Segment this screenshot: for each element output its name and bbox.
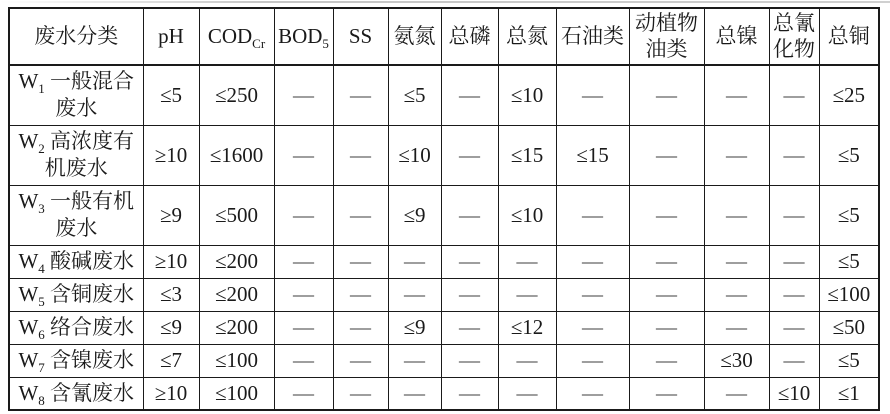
cell-W1-ph: ≤5 [143,65,199,125]
row-code-subscript: 5 [38,294,45,310]
cell-W1-zongdan: ≤10 [498,65,556,125]
table-row-W1 [9,65,879,125]
cell-W8-ss: — [333,377,388,410]
cell-W1-shiyou: — [556,65,629,125]
cell-W4-shiyou: — [556,245,629,278]
cell-W1-zongnie: — [704,65,769,125]
table-body [9,65,879,410]
column-header-fenlei: 废水分类 [9,8,143,65]
cell-W4-zongtong: ≤5 [819,245,879,278]
cell-W3-zonglin: — [441,185,498,245]
cell-W4-ph: ≥10 [143,245,199,278]
cell-W8-zongqing: ≤10 [769,377,819,410]
cell-W5-zongtong: ≤100 [819,278,879,311]
cell-W5-dzwyou: — [629,278,704,311]
cell-W5-cod: ≤200 [199,278,274,311]
table-header [9,8,879,65]
cell-W5-zongnie: — [704,278,769,311]
cell-W2-dzwyou: — [629,125,704,185]
cell-W7-zonglin: — [441,344,498,377]
cell-W1-dzwyou: — [629,65,704,125]
cell-W3-zongqing: — [769,185,819,245]
cell-W2-zongqing: — [769,125,819,185]
column-header-bod: $BOD_5$ [274,8,333,65]
cell-W5-ph: ≤3 [143,278,199,311]
wastewater-limits-table [8,7,880,411]
cell-W1-cod: ≤250 [199,65,274,125]
row-label-W5: $W_5$ 含铜废水 [9,278,143,311]
cell-W6-zongtong: ≤50 [819,311,879,344]
cell-W7-bod: — [274,344,333,377]
table-row-W5 [9,278,879,311]
table-row-W6 [9,311,879,344]
cell-W6-ss: — [333,311,388,344]
cell-W2-bod: — [274,125,333,185]
column-header-zongqing: 总氰化物 [769,8,819,65]
cell-W8-cod: ≤100 [199,377,274,410]
cell-W8-bod: — [274,377,333,410]
row-label-W3: $W_3$ 一般有机废水 [9,185,143,245]
cell-W4-zongnie: — [704,245,769,278]
cell-W4-zongdan: — [498,245,556,278]
cell-W6-andan: ≤9 [388,311,441,344]
scan-artifact-line [0,1,890,3]
cell-W6-zongqing: — [769,311,819,344]
cell-W5-ss: — [333,278,388,311]
column-header-ph: pH [143,8,199,65]
row-label-W2: $W_2$ 高浓度有机废水 [9,125,143,185]
cell-W8-ph: ≥10 [143,377,199,410]
cell-W7-zongnie: ≤30 [704,344,769,377]
cell-W2-zonglin: — [441,125,498,185]
table-row-W3 [9,185,879,245]
cell-W2-zongdan: ≤15 [498,125,556,185]
cell-W6-ph: ≤9 [143,311,199,344]
cell-W8-zongdan: — [498,377,556,410]
column-header-subscript: 5 [322,36,329,52]
cell-W7-cod: ≤100 [199,344,274,377]
row-code-subscript: 6 [38,327,45,343]
cell-W4-andan: — [388,245,441,278]
cell-W3-shiyou: — [556,185,629,245]
cell-W5-zongqing: — [769,278,819,311]
row-label-W4: $W_4$ 酸碱废水 [9,245,143,278]
row-code-subscript: 2 [38,140,45,156]
row-code-subscript: 8 [38,392,45,408]
cell-W7-ph: ≤7 [143,344,199,377]
cell-W2-ss: — [333,125,388,185]
cell-W4-zonglin: — [441,245,498,278]
column-header-zongnie: 总镍 [704,8,769,65]
header-row [9,8,879,65]
cell-W6-zongdan: ≤12 [498,311,556,344]
row-code-subscript: 4 [38,261,45,277]
cell-W6-dzwyou: — [629,311,704,344]
row-code-subscript: 1 [38,81,45,97]
table-row-W7 [9,344,879,377]
cell-W2-zongnie: — [704,125,769,185]
cell-W1-andan: ≤5 [388,65,441,125]
cell-W3-zongnie: — [704,185,769,245]
cell-W2-cod: ≤1600 [199,125,274,185]
cell-W1-ss: — [333,65,388,125]
cell-W6-shiyou: — [556,311,629,344]
cell-W8-shiyou: — [556,377,629,410]
cell-W8-andan: — [388,377,441,410]
cell-W1-bod: — [274,65,333,125]
cell-W6-cod: ≤200 [199,311,274,344]
cell-W1-zongtong: ≤25 [819,65,879,125]
cell-W8-zongnie: — [704,377,769,410]
cell-W3-dzwyou: — [629,185,704,245]
cell-W5-shiyou: — [556,278,629,311]
cell-W7-shiyou: — [556,344,629,377]
column-header-subscript: Cr [252,36,266,52]
cell-W8-zonglin: — [441,377,498,410]
column-header-andan: 氨氮 [388,8,441,65]
cell-W8-zongtong: ≤1 [819,377,879,410]
column-header-zongdan: 总氮 [498,8,556,65]
cell-W3-cod: ≤500 [199,185,274,245]
cell-W2-andan: ≤10 [388,125,441,185]
cell-W3-andan: ≤9 [388,185,441,245]
row-label-W6: $W_6$ 络合废水 [9,311,143,344]
cell-W7-zongqing: — [769,344,819,377]
cell-W4-dzwyou: — [629,245,704,278]
cell-W7-zongtong: ≤5 [819,344,879,377]
table-row-W4 [9,245,879,278]
column-header-dzwyou: 动植物油类 [629,8,704,65]
row-label-W8: $W_8$ 含氰废水 [9,377,143,410]
table-row-W8 [9,377,879,410]
row-label-W1: $W_1$ 一般混合废水 [9,65,143,125]
cell-W7-ss: — [333,344,388,377]
cell-W1-zonglin: — [441,65,498,125]
cell-W2-zongtong: ≤5 [819,125,879,185]
row-code-subscript: 7 [38,360,45,376]
cell-W5-bod: — [274,278,333,311]
cell-W1-zongqing: — [769,65,819,125]
cell-W5-zongdan: — [498,278,556,311]
cell-W4-ss: — [333,245,388,278]
column-header-cod: $COD_{Cr}$ [199,8,274,65]
cell-W3-ss: — [333,185,388,245]
cell-W5-zonglin: — [441,278,498,311]
table-row-W2 [9,125,879,185]
cell-W4-zongqing: — [769,245,819,278]
column-header-zonglin: 总磷 [441,8,498,65]
column-header-shiyou: 石油类 [556,8,629,65]
cell-W6-zonglin: — [441,311,498,344]
column-header-zongtong: 总铜 [819,8,879,65]
cell-W5-andan: — [388,278,441,311]
cell-W3-zongtong: ≤5 [819,185,879,245]
cell-W7-andan: — [388,344,441,377]
row-code-subscript: 3 [38,200,45,216]
column-header-ss: SS [333,8,388,65]
cell-W3-bod: — [274,185,333,245]
cell-W8-dzwyou: — [629,377,704,410]
cell-W7-zongdan: — [498,344,556,377]
cell-W3-zongdan: ≤10 [498,185,556,245]
cell-W7-dzwyou: — [629,344,704,377]
row-label-W7: $W_7$ 含镍废水 [9,344,143,377]
cell-W4-bod: — [274,245,333,278]
cell-W4-cod: ≤200 [199,245,274,278]
cell-W6-zongnie: — [704,311,769,344]
cell-W2-shiyou: ≤15 [556,125,629,185]
cell-W3-ph: ≥9 [143,185,199,245]
cell-W6-bod: — [274,311,333,344]
cell-W2-ph: ≥10 [143,125,199,185]
